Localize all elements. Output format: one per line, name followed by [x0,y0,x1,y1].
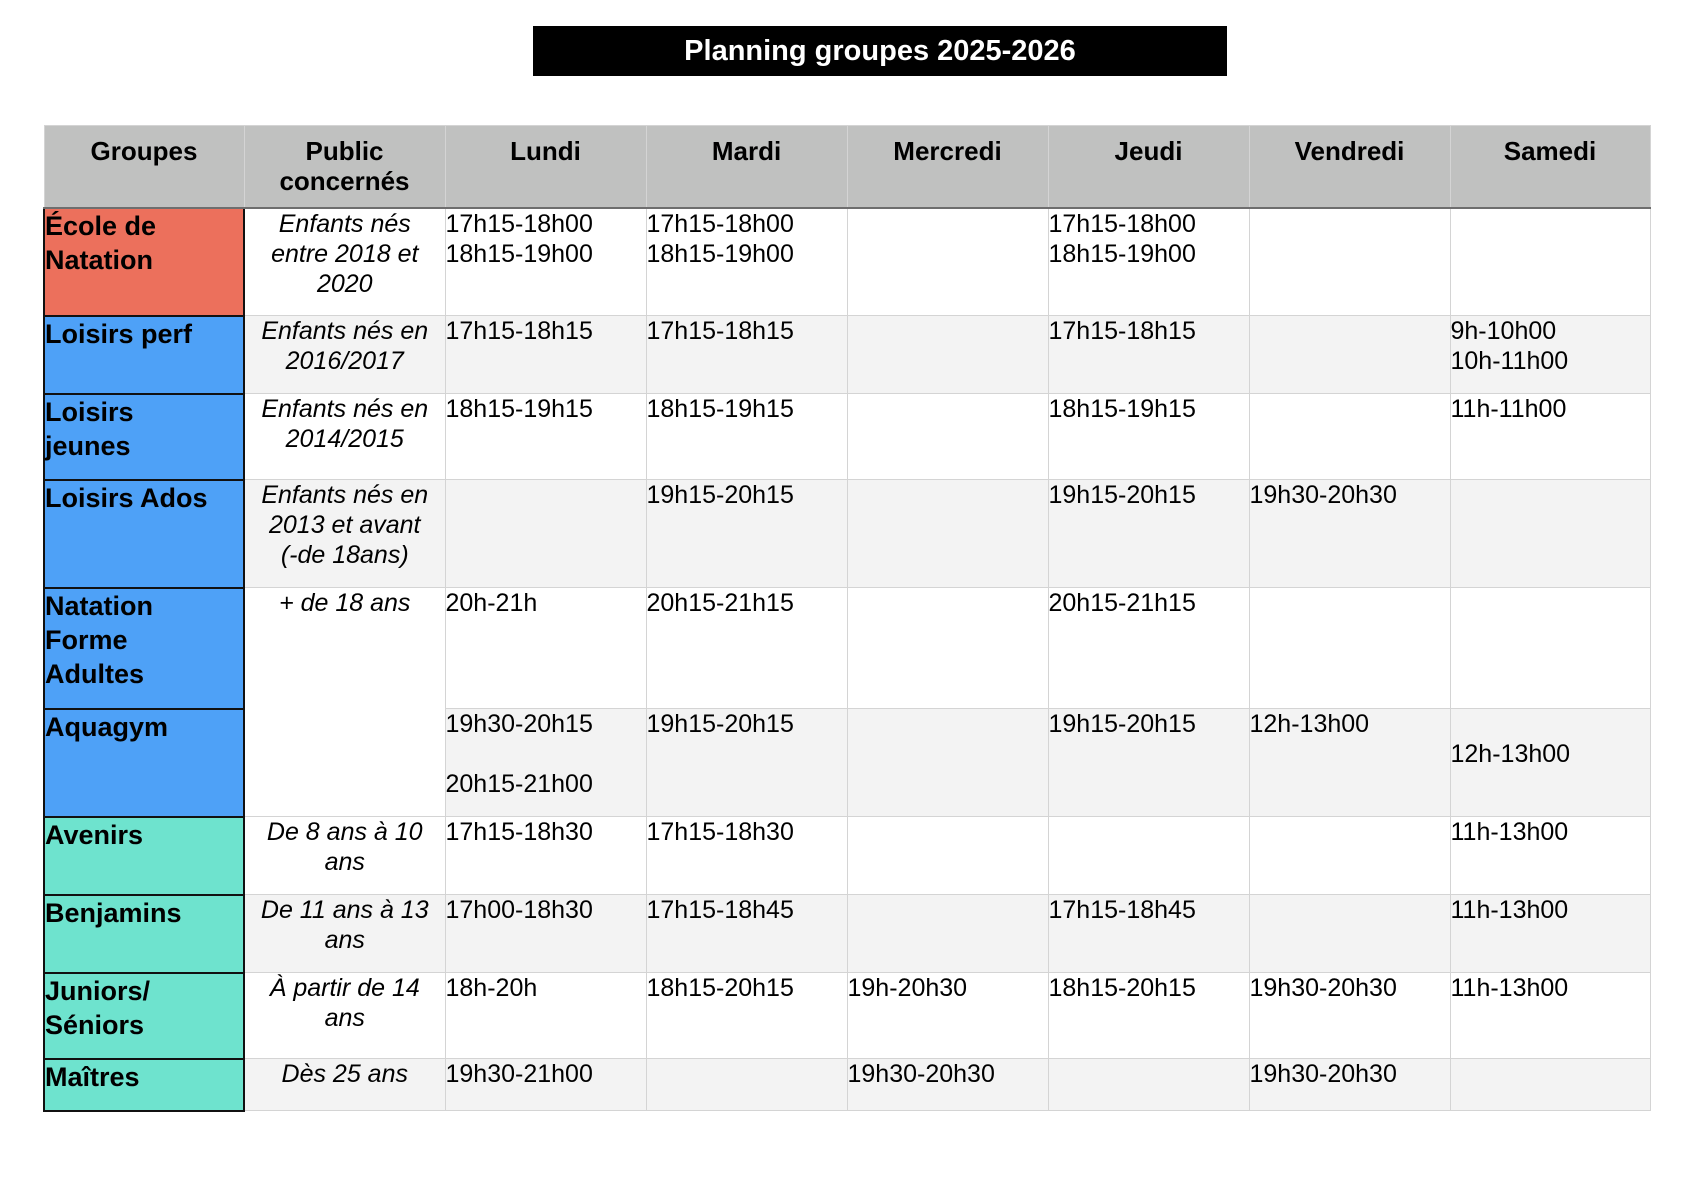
slot-cell-vendredi [1249,588,1450,709]
time-slot: 18h15-19h00 [1048,239,1196,268]
slot-cell-jeudi [1048,1059,1249,1111]
slot-cell-samedi [1450,709,1650,817]
slot-cell-mercredi [847,895,1048,973]
slot-cell-jeudi [1048,895,1249,973]
header-mardi: Mardi [646,126,847,208]
group-name-cell: Loisirs perf [44,316,244,394]
slot-cell-mardi [646,588,847,709]
header-samedi: Samedi [1450,126,1650,208]
header-mercredi: Mercredi [847,126,1048,208]
time-slot: 19h-20h30 [847,974,968,1002]
time-slot: 10h-11h00 [1450,347,1569,375]
slot-cell-mercredi [847,709,1048,817]
time-slot: 17h15-18h15 [445,317,593,345]
time-slot: 20h15-21h00 [445,770,593,798]
page-title: Planning groupes 2025-2026 [533,26,1227,76]
time-slot: 19h30-20h30 [1249,974,1397,1002]
slot-cell-vendredi [1249,973,1450,1059]
public-cell: Enfants nés en 2013 et avant (-de 18ans) [244,480,445,588]
group-name-cell: Loisirs jeunes [44,394,244,480]
slot-cell-jeudi [1048,817,1249,895]
slot-cell-lundi [445,394,646,480]
spacer [1451,709,1650,739]
group-name-cell: Maîtres [44,1059,244,1111]
slot-cell-mercredi [847,208,1048,316]
slot-cell-samedi [1450,480,1650,588]
slot-cell-jeudi [1048,709,1249,817]
time-slot: 18h-20h [445,974,538,1002]
public-cell: Enfants nés entre 2018 et 2020 [244,208,445,316]
table-row [44,973,1650,1059]
group-name-cell: École de Natation [44,208,244,316]
slot-cell-samedi [1450,895,1650,973]
table-row [44,895,1650,973]
group-name-cell: Loisirs Ados [44,480,244,588]
slot-cell-mercredi [847,588,1048,709]
slot-cell-samedi [1450,394,1650,480]
slot-cell-vendredi [1249,394,1450,480]
slot-cell-samedi [1450,817,1650,895]
slot-cell-mardi [646,973,847,1059]
public-cell: De 11 ans à 13 ans [244,895,445,973]
slot-cell-mardi [646,1059,847,1111]
header-lundi: Lundi [445,126,646,208]
slot-cell-lundi [445,895,646,973]
slot-cell-jeudi [1048,588,1249,709]
time-slot: 19h15-20h15 [1048,710,1196,738]
slot-cell-lundi [445,316,646,394]
time-slot: 19h15-20h15 [646,710,794,738]
time-slot: 17h15-18h30 [445,818,593,846]
table-row [44,394,1650,480]
group-name-cell: Avenirs [44,817,244,895]
time-slot: 19h15-20h15 [1048,481,1196,509]
slot-cell-vendredi [1249,709,1450,817]
time-slot: 17h15-18h15 [646,317,794,345]
time-slot: 19h30-20h30 [847,1060,995,1088]
slot-cell-vendredi [1249,817,1450,895]
public-cell: De 8 ans à 10 ans [244,817,445,895]
time-slot: 19h30-20h15 [445,710,593,738]
header-jeudi: Jeudi [1048,126,1249,208]
slot-cell-mercredi [847,394,1048,480]
time-slot: 17h15-18h15 [1048,317,1196,345]
time-slot: 17h15-18h00 [445,209,593,238]
time-slot: 11h-13h00 [1450,896,1569,924]
slot-cell-samedi [1450,1059,1650,1111]
time-slot: 17h15-18h00 [646,209,794,238]
group-name-cell: Aquagym [44,709,244,817]
slot-cell-mercredi [847,1059,1048,1111]
time-slot: 12h-13h00 [1249,710,1370,738]
public-cell: Dès 25 ans [244,1059,445,1111]
time-slot: 18h15-19h15 [1048,395,1196,423]
slot-cell-mercredi [847,973,1048,1059]
slot-cell-mardi [646,709,847,817]
time-slot: 11h-11h00 [1450,395,1567,423]
time-slot: 17h15-18h45 [1048,896,1196,924]
slot-cell-jeudi [1048,316,1249,394]
time-slot: 18h15-19h00 [646,239,794,268]
time-slot: 19h30-20h30 [1249,481,1397,509]
public-cell: Enfants nés en 2016/2017 [244,316,445,394]
slot-cell-samedi [1450,316,1650,394]
time-slot: 9h-10h00 [1450,317,1557,345]
slot-cell-vendredi [1249,208,1450,316]
time-slot: 17h15-18h00 [1048,209,1196,238]
slot-cell-mardi [646,817,847,895]
slot-cell-mercredi [847,316,1048,394]
time-slot: 18h15-20h15 [646,974,794,1002]
time-slot: 11h-13h00 [1450,974,1569,1002]
table-row [44,208,1650,316]
slot-cell-jeudi [1048,480,1249,588]
time-slot [446,739,646,769]
slot-cell-vendredi [1249,316,1450,394]
slot-cell-lundi [445,208,646,316]
slot-cell-mercredi [847,480,1048,588]
time-slot: 11h-13h00 [1450,818,1569,846]
time-slot: 20h15-21h15 [1048,589,1196,617]
public-cell: Enfants nés en 2014/2015 [244,394,445,480]
slot-cell-lundi [445,709,646,817]
slot-cell-jeudi [1048,208,1249,316]
public-cell: À partir de 14 ans [244,973,445,1059]
time-slot: 18h15-19h15 [445,395,593,423]
group-name-cell: Benjamins [44,895,244,973]
slot-cell-jeudi [1048,394,1249,480]
header-public: Public concernés [244,126,445,208]
slot-cell-vendredi [1249,1059,1450,1111]
time-slot: 18h15-19h15 [646,395,794,423]
time-slot: 19h30-20h30 [1249,1060,1397,1088]
slot-cell-samedi [1450,588,1650,709]
slot-cell-mardi [646,480,847,588]
header-groupes: Groupes [44,126,244,208]
table-row [44,817,1650,895]
header-row [44,126,1650,208]
slot-cell-lundi [445,588,646,709]
time-slot: 19h15-20h15 [646,481,794,509]
slot-cell-lundi [445,480,646,588]
schedule-table [43,125,1651,1112]
table-row [44,1059,1650,1111]
slot-cell-mardi [646,394,847,480]
table-row [44,480,1650,588]
time-slot: 17h15-18h30 [646,818,794,846]
slot-cell-mercredi [847,817,1048,895]
time-slot: 20h15-21h15 [646,589,794,617]
slot-cell-mardi [646,895,847,973]
time-slot: 20h-21h [445,589,538,617]
slot-cell-jeudi [1048,973,1249,1059]
time-slot: 17h00-18h30 [445,896,593,924]
slot-cell-samedi [1450,973,1650,1059]
slot-cell-lundi [445,1059,646,1111]
slot-cell-lundi [445,817,646,895]
slot-cell-mardi [646,208,847,316]
public-cell: + de 18 ans [244,588,445,817]
slot-cell-lundi [445,973,646,1059]
header-vendredi: Vendredi [1249,126,1450,208]
time-slot: 18h15-19h00 [445,239,593,268]
slot-cell-vendredi [1249,895,1450,973]
time-slot: 19h30-21h00 [445,1060,593,1088]
time-slot: 12h-13h00 [1450,740,1571,768]
time-slot: 17h15-18h45 [646,896,794,924]
slot-cell-vendredi [1249,480,1450,588]
slot-cell-samedi [1450,208,1650,316]
slot-cell-mardi [646,316,847,394]
group-name-cell: Juniors/ Séniors [44,973,244,1059]
table-row [44,316,1650,394]
table-row [44,588,1650,709]
group-name-cell: Natation Forme Adultes [44,588,244,709]
time-slot: 18h15-20h15 [1048,974,1196,1002]
